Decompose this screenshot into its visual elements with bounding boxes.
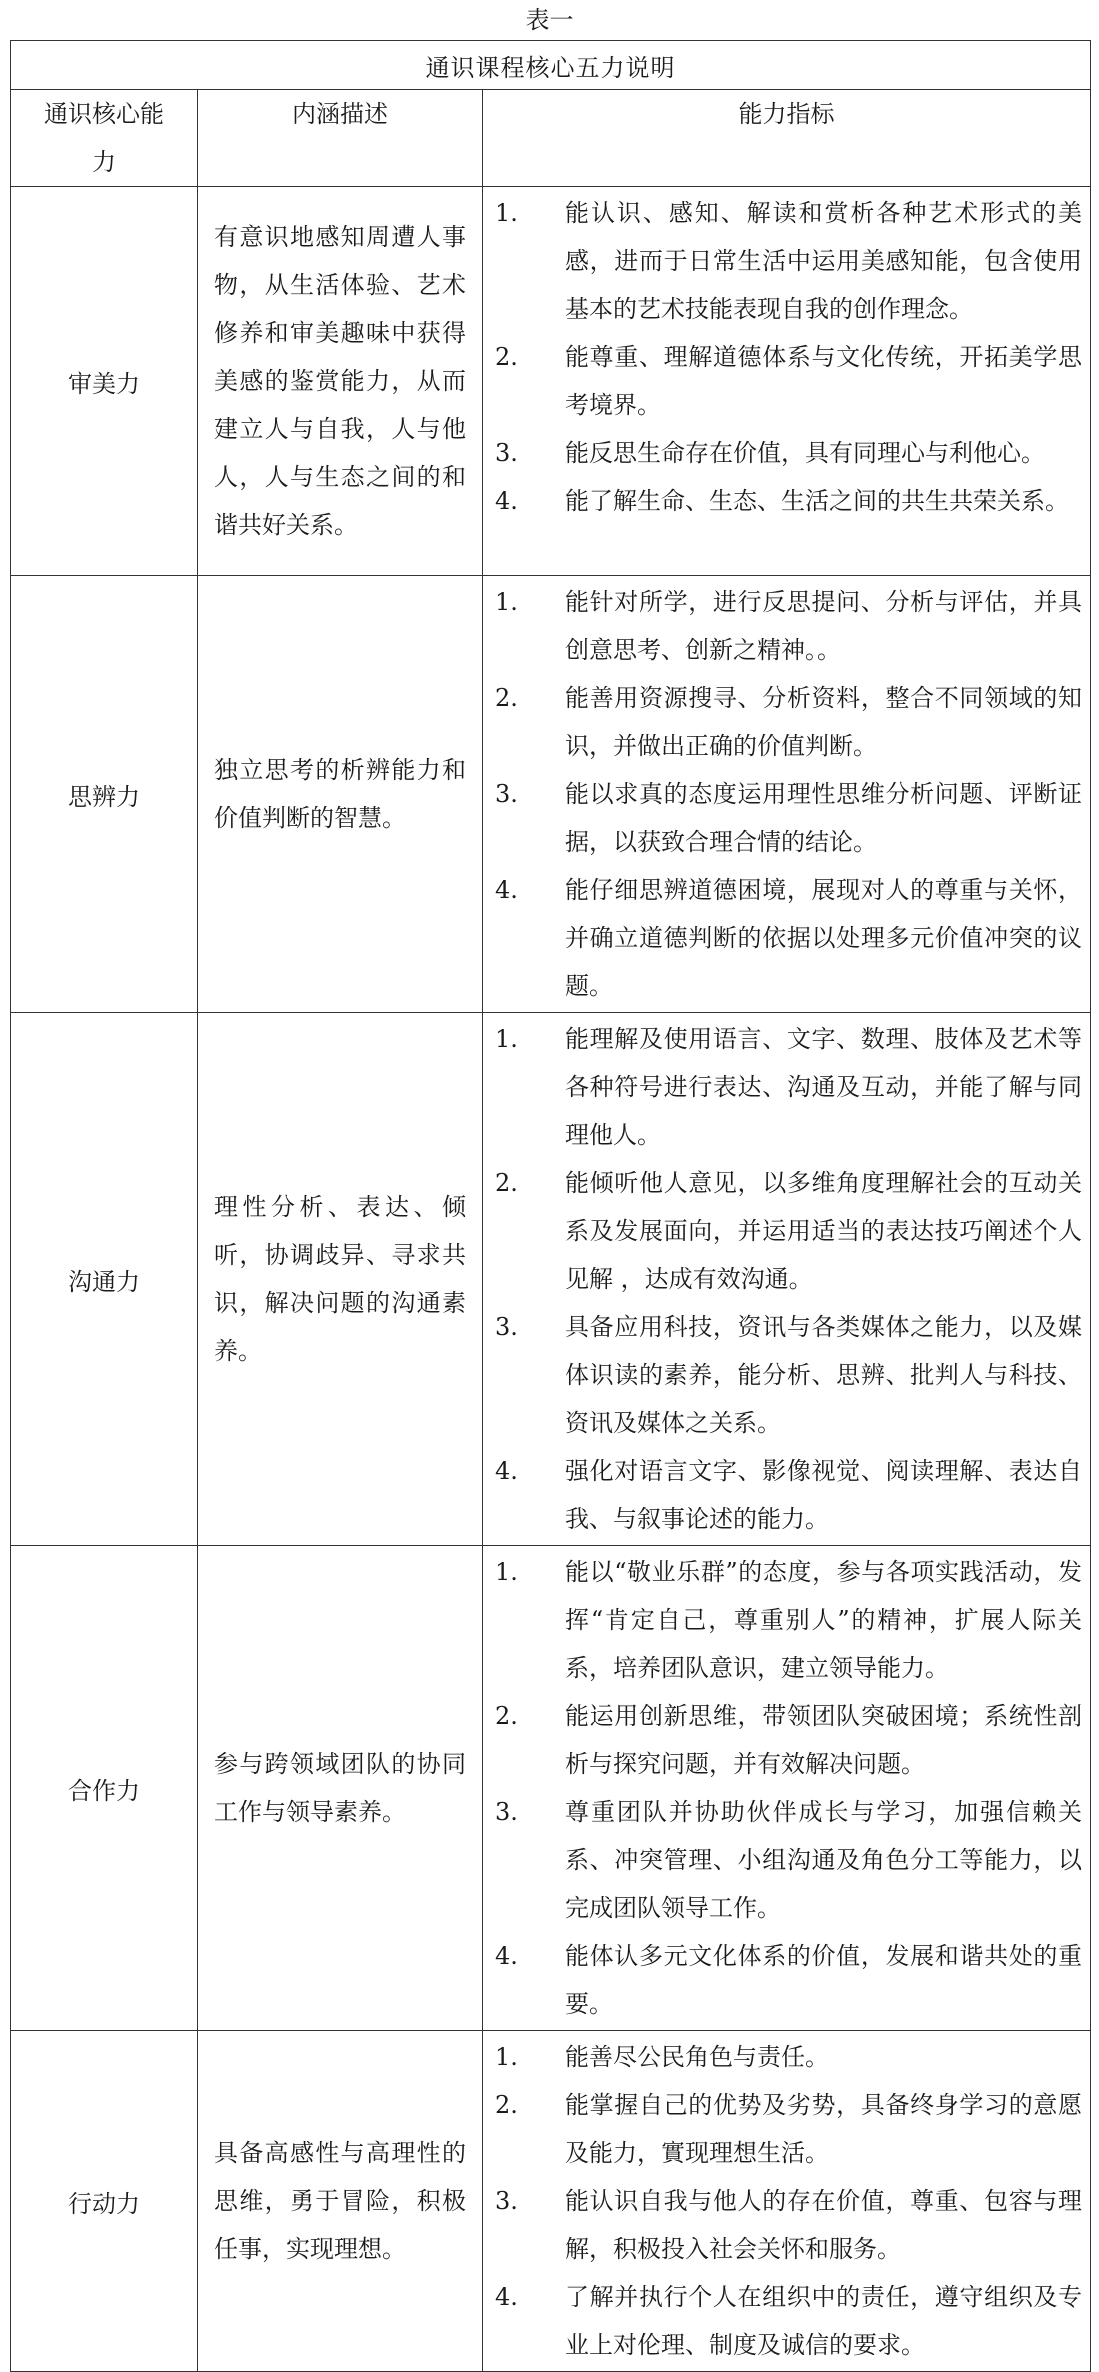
indicator-item — [495, 1303, 1082, 1447]
indicator-text: 能善尽公民角色与责任。 — [565, 2043, 829, 2071]
indicator-item — [495, 1159, 1082, 1303]
indicator-item — [495, 2081, 1082, 2177]
indicator-text: 能体认多元文化体系的价值，发展和谐共处的重要。 — [565, 1942, 1083, 2018]
indicator-number: 2. — [495, 1702, 518, 1730]
indicator-number: 1. — [495, 1025, 518, 1053]
core-abilities-table — [10, 40, 1091, 2372]
indicator-text: 能善用资源搜寻、分析资料，整合不同领域的知识，并做出正确的价值判断。 — [565, 684, 1083, 760]
indicator-list — [483, 576, 1091, 1013]
indicator-item — [495, 477, 1082, 525]
indicator-text: 能反思生命存在价值，具有同理心与利他心。 — [565, 439, 1045, 467]
indicator-item — [495, 770, 1082, 866]
table-row — [11, 1546, 1091, 2031]
indicator-number: 4. — [495, 1457, 518, 1485]
indicator-item — [495, 1692, 1082, 1788]
indicator-number: 2. — [495, 2091, 518, 2119]
indicator-number: 2. — [495, 343, 518, 371]
header-indicators: 能力指标 — [483, 90, 1091, 187]
indicator-number: 4. — [495, 487, 518, 515]
indicator-list — [483, 2031, 1091, 2372]
indicator-number: 3. — [495, 439, 518, 467]
indicator-number: 3. — [495, 780, 518, 808]
table-title: 通识课程核心五力说明 — [11, 41, 1091, 90]
indicator-item — [495, 1548, 1082, 1692]
indicator-text: 了解并执行个人在组织中的责任，遵守组织及专业上对伦理、制度及诚信的要求。 — [565, 2283, 1083, 2359]
table-row — [11, 576, 1091, 1013]
indicator-number: 1. — [495, 588, 518, 616]
indicator-text: 能尊重、理解道德体系与文化传统，开拓美学思考境界。 — [565, 343, 1083, 419]
ability-name: 行动力 — [11, 2031, 198, 2372]
indicator-text: 能理解及使用语言、文字、数理、肢体及艺术等各种符号进行表达、沟通及互动，并能了解与同理他人。 — [565, 1025, 1083, 1149]
ability-description: 独立思考的析辨能力和价值判断的智慧。 — [198, 576, 483, 1013]
indicator-text: 能掌握自己的优势及劣势，具备终身学习的意愿及能力，實现理想生活。 — [565, 2091, 1083, 2167]
ability-description: 具备高感性与高理性的思维，勇于冒险，积极任事，实现理想。 — [198, 2031, 483, 2372]
indicator-item — [495, 333, 1082, 429]
indicator-list — [483, 187, 1091, 576]
indicator-item — [495, 578, 1082, 674]
indicator-item — [495, 1788, 1082, 1932]
table-row — [11, 1013, 1091, 1546]
indicator-item — [495, 1932, 1082, 2028]
indicator-number: 2. — [495, 684, 518, 712]
indicator-item — [495, 1447, 1082, 1543]
ability-description: 理性分析、表达、倾听，协调歧异、寻求共识，解决问题的沟通素养。 — [198, 1013, 483, 1546]
table-caption: 表一 — [525, 6, 574, 34]
indicator-text: 能认识、感知、解读和赏析各种艺术形式的美感，进而于日常生活中运用美感知能，包含使用基本的艺术技能表现自我的创作理念。 — [565, 199, 1083, 323]
header-ability: 通识核心能力 — [11, 90, 198, 187]
indicator-number: 4. — [495, 876, 518, 904]
indicator-text: 强化对语言文字、影像视觉、阅读理解、表达自我、与叙事论述的能力。 — [565, 1457, 1083, 1533]
indicator-number: 1. — [495, 2043, 518, 2071]
ability-name: 审美力 — [11, 187, 198, 576]
indicator-text: 能认识自我与他人的存在价值，尊重、包容与理解，积极投入社会关怀和服务。 — [565, 2187, 1083, 2263]
indicator-text: 具备应用科技，资讯与各类媒体之能力，以及媒体识读的素养，能分析、思辨、批判人与科技、资讯及媒体之关系。 — [565, 1313, 1083, 1437]
indicator-text: 能仔细思辨道德困境，展现对人的尊重与关怀，并确立道德判断的依据以处理多元价值冲突的议题。 — [565, 876, 1083, 1000]
indicator-text: 能了解生命、生态、生活之间的共生共荣关系。 — [565, 487, 1069, 515]
indicator-item — [495, 674, 1082, 770]
indicator-number: 3. — [495, 2187, 518, 2215]
indicator-item — [495, 2273, 1082, 2369]
ability-description: 参与跨领域团队的协同工作与领导素养。 — [198, 1546, 483, 2031]
table-row — [11, 2031, 1091, 2372]
ability-name: 合作力 — [11, 1546, 198, 2031]
indicator-number: 4. — [495, 1942, 518, 1970]
ability-description: 有意识地感知周遭人事物，从生活体验、艺术修养和审美趣味中获得美感的鉴赏能力，从而建立人与自我，人与他人，人与生态之间的和谐共好关系。 — [198, 187, 483, 576]
indicator-number: 2. — [495, 1169, 518, 1197]
indicator-list — [483, 1546, 1091, 2031]
indicator-item — [495, 189, 1082, 333]
indicator-number: 4. — [495, 2283, 518, 2311]
indicator-number: 3. — [495, 1313, 518, 1341]
indicator-text: 尊重团队并协助伙伴成长与学习，加强信赖关系、冲突管理、小组沟通及角色分工等能力，以完成团队领导工作。 — [565, 1798, 1083, 1922]
indicator-item — [495, 2033, 1082, 2081]
indicator-number: 1. — [495, 199, 518, 227]
indicator-text: 能以求真的态度运用理性思维分析问题、评断证据，以获致合理合情的结论。 — [565, 780, 1083, 856]
ability-name: 沟通力 — [11, 1013, 198, 1546]
header-description: 内涵描述 — [198, 90, 483, 187]
indicator-text: 能以“敬业乐群”的态度，参与各项实践活动，发挥“肯定自己，尊重别人”的精神，扩展人际关系，培养团队意识，建立领导能力。 — [565, 1558, 1083, 1682]
indicator-text: 能运用创新思维，带领团队突破困境；系统性剖析与探究问题，并有效解决问题。 — [565, 1702, 1083, 1778]
indicator-number: 3. — [495, 1798, 518, 1826]
indicator-item — [495, 2177, 1082, 2273]
indicator-item — [495, 866, 1082, 1010]
indicator-text: 能针对所学，进行反思提问、分析与评估，并具创意思考、创新之精神。。 — [565, 588, 1083, 664]
indicator-text: 能倾听他人意见，以多维角度理解社会的互动关系及发展面向，并运用适当的表达技巧阐述个人见解 ，达成有效沟通。 — [565, 1169, 1083, 1293]
indicator-item — [495, 1015, 1082, 1159]
indicator-item — [495, 429, 1082, 477]
indicator-number: 1. — [495, 1558, 518, 1586]
indicator-list — [483, 1013, 1091, 1546]
ability-name: 思辨力 — [11, 576, 198, 1013]
table-row — [11, 187, 1091, 576]
